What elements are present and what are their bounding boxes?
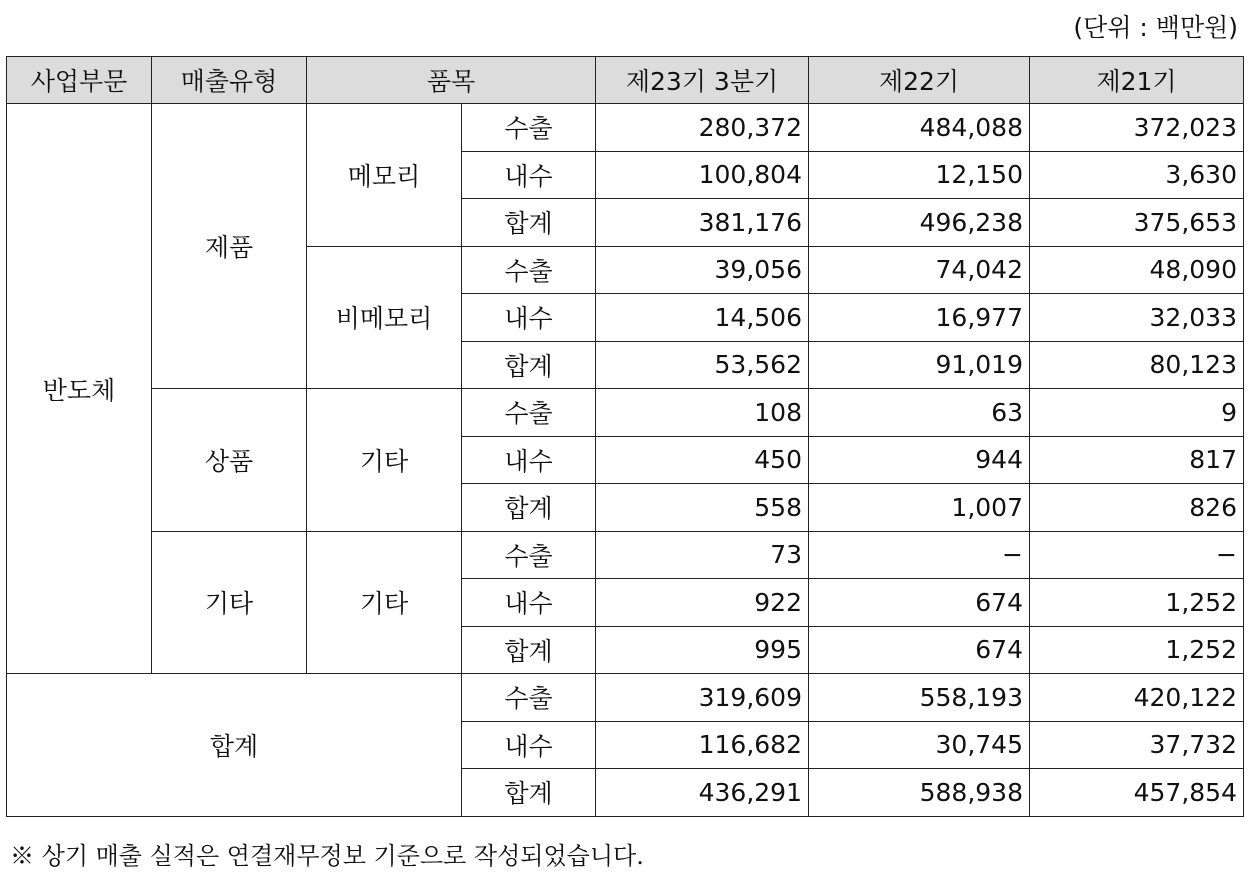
value-cell: 420,122 [1030, 674, 1244, 722]
value-cell: 436,291 [596, 769, 809, 817]
value-cell: 16,977 [809, 294, 1030, 342]
kind-cell: 수출 [462, 246, 596, 294]
sales-type-cell: 제품 [152, 104, 307, 389]
kind-cell: 수출 [462, 674, 596, 722]
value-cell: − [809, 531, 1030, 579]
value-cell: 558 [596, 484, 809, 532]
footnote: ※ 상기 매출 실적은 연결재무정보 기준으로 작성되었습니다. [10, 842, 644, 870]
value-cell: 1,007 [809, 484, 1030, 532]
header-row [7, 57, 1244, 104]
value-cell: 39,056 [596, 246, 809, 294]
kind-cell: 합계 [462, 626, 596, 674]
value-cell: 817 [1030, 436, 1244, 484]
value-cell: 108 [596, 389, 809, 437]
kind-cell: 합계 [462, 769, 596, 817]
value-cell: 1,252 [1030, 626, 1244, 674]
value-cell: 30,745 [809, 721, 1030, 769]
value-cell: 73 [596, 531, 809, 579]
value-cell: 63 [809, 389, 1030, 437]
unit-label: (단위 : 백만원) [1073, 13, 1238, 42]
value-cell: 995 [596, 626, 809, 674]
item-cell: 기타 [307, 389, 462, 532]
value-cell: 922 [596, 579, 809, 627]
value-cell: 53,562 [596, 341, 809, 389]
header-period-21: 제21기 [1030, 57, 1244, 104]
value-cell: 674 [809, 579, 1030, 627]
item-cell: 기타 [307, 531, 462, 674]
value-cell: 496,238 [809, 199, 1030, 247]
value-cell: 319,609 [596, 674, 809, 722]
kind-cell: 내수 [462, 721, 596, 769]
value-cell: 3,630 [1030, 151, 1244, 199]
kind-cell: 내수 [462, 579, 596, 627]
kind-cell: 내수 [462, 294, 596, 342]
kind-cell: 수출 [462, 389, 596, 437]
table-row [7, 104, 1244, 152]
kind-cell: 수출 [462, 104, 596, 152]
header-sales-type: 매출유형 [152, 57, 307, 104]
value-cell: 558,193 [809, 674, 1030, 722]
segment-cell: 반도체 [7, 104, 152, 674]
value-cell: 381,176 [596, 199, 809, 247]
value-cell: 91,019 [809, 341, 1030, 389]
value-cell: 450 [596, 436, 809, 484]
kind-cell: 수출 [462, 531, 596, 579]
kind-cell: 내수 [462, 436, 596, 484]
value-cell: 32,033 [1030, 294, 1244, 342]
value-cell: 74,042 [809, 246, 1030, 294]
kind-cell: 내수 [462, 151, 596, 199]
value-cell: 14,506 [596, 294, 809, 342]
value-cell: 80,123 [1030, 341, 1244, 389]
item-cell: 비메모리 [307, 246, 462, 389]
value-cell: 1,252 [1030, 579, 1244, 627]
value-cell: 484,088 [809, 104, 1030, 152]
value-cell: 457,854 [1030, 769, 1244, 817]
header-period-23-q3: 제23기 3분기 [596, 57, 809, 104]
value-cell: 100,804 [596, 151, 809, 199]
total-row [7, 674, 1244, 722]
sales-table [6, 56, 1244, 817]
table-row [7, 531, 1244, 579]
value-cell: 12,150 [809, 151, 1030, 199]
header-item: 품목 [307, 57, 596, 104]
value-cell: 826 [1030, 484, 1244, 532]
value-cell: 280,372 [596, 104, 809, 152]
item-cell: 메모리 [307, 104, 462, 247]
value-cell: 48,090 [1030, 246, 1244, 294]
sales-type-cell: 기타 [152, 531, 307, 674]
table-row [7, 389, 1244, 437]
value-cell: − [1030, 531, 1244, 579]
header-period-22: 제22기 [809, 57, 1030, 104]
header-segment: 사업부문 [7, 57, 152, 104]
value-cell: 588,938 [809, 769, 1030, 817]
sales-type-cell: 상품 [152, 389, 307, 532]
value-cell: 9 [1030, 389, 1244, 437]
kind-cell: 합계 [462, 484, 596, 532]
value-cell: 944 [809, 436, 1030, 484]
value-cell: 372,023 [1030, 104, 1244, 152]
value-cell: 37,732 [1030, 721, 1244, 769]
total-label-cell: 합계 [7, 674, 462, 817]
value-cell: 375,653 [1030, 199, 1244, 247]
kind-cell: 합계 [462, 199, 596, 247]
kind-cell: 합계 [462, 341, 596, 389]
value-cell: 116,682 [596, 721, 809, 769]
value-cell: 674 [809, 626, 1030, 674]
